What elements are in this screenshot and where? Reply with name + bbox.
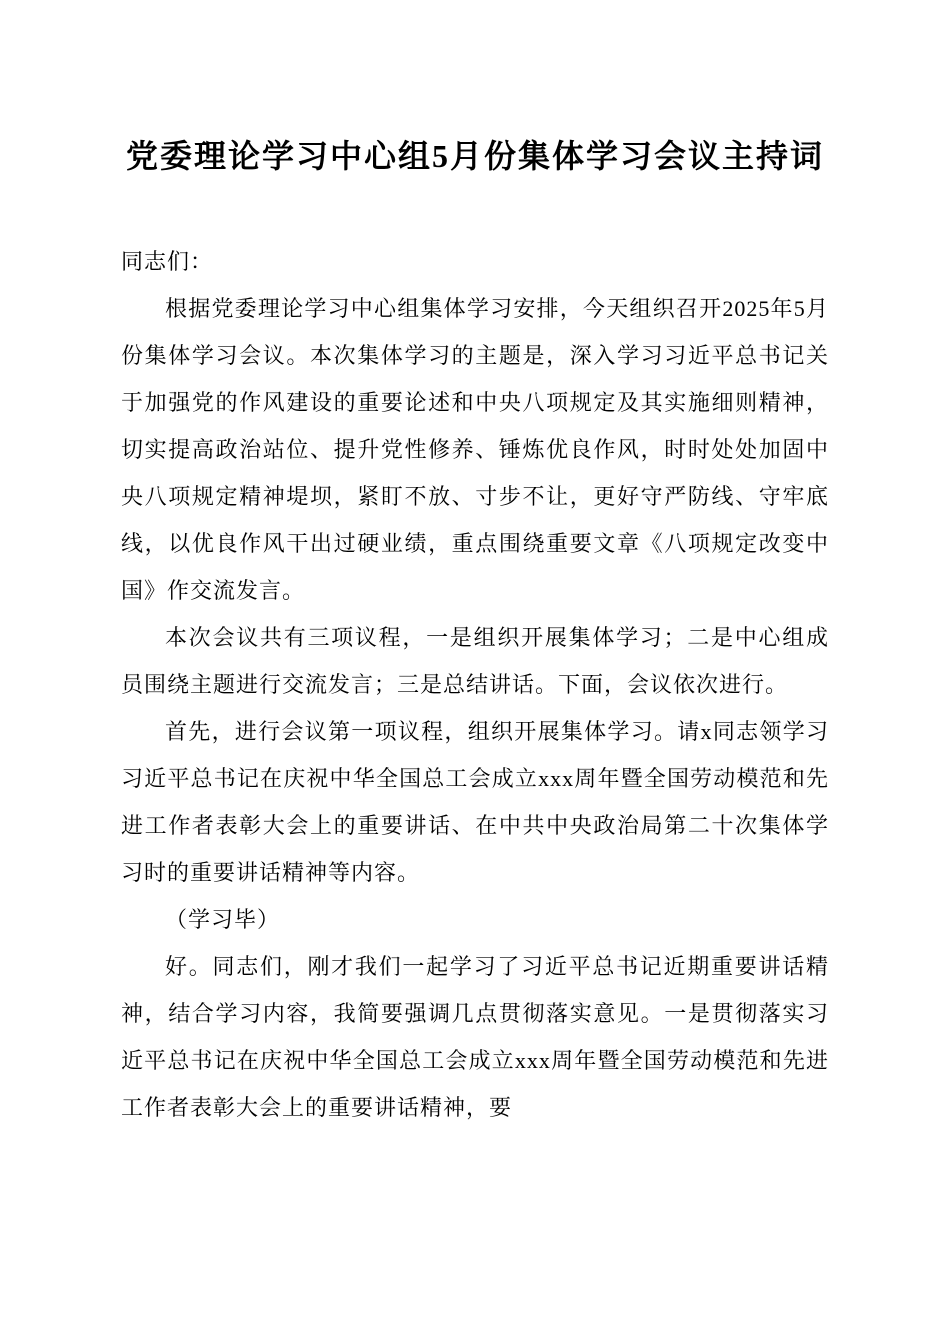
paragraph-study-finished-note: （学习毕） — [165, 907, 281, 932]
paragraph-salutation: 同志们： — [121, 249, 214, 274]
document-body — [121, 238, 829, 1131]
paragraph-meeting-theme: 根据党委理论学习中心组集体学习安排，今天组织召开2025年5月份集体学习会议。本次集体学习的主题是，深入学习习近平总书记关于加强党的作风建设的重要论述和中央八项规定及其实施细则精神，切实提高政治站位、提升党性修养、锤炼优良作风，时时处处加固中央八项规定精神堤坝，紧盯不放、寸步不让，更好守严防线、守牢底线，以优良作风干出过硬业绩，重点围绕重要文章《八项规定改变中国》作交流发言。 — [121, 296, 829, 603]
paragraph-agenda: 本次会议共有三项议程，一是组织开展集体学习；二是中心组成员围绕主题进行交流发言；三是总结讲话。下面，会议依次进行。 — [121, 625, 829, 697]
paragraph-first-agenda-item: 首先，进行会议第一项议程，组织开展集体学习。请x同志领学习习近平总书记在庆祝中华全国总工会成立xxx周年暨全国劳动模范和先进工作者表彰大会上的重要讲话、在中共中央政治局第二十次集体学习时的重要讲话精神等内容。 — [121, 719, 829, 885]
document-title: 党委理论学习中心组5月份集体学习会议主持词 — [125, 138, 824, 174]
paragraph-implementation-remarks: 好。同志们，刚才我们一起学习了习近平总书记近期重要讲话精神，结合学习内容，我简要强调几点贯彻落实意见。一是贯彻落实习近平总书记在庆祝中华全国总工会成立xxx周年暨全国劳动模范和先进工作者表彰大会上的重要讲话精神，要 — [121, 954, 829, 1120]
